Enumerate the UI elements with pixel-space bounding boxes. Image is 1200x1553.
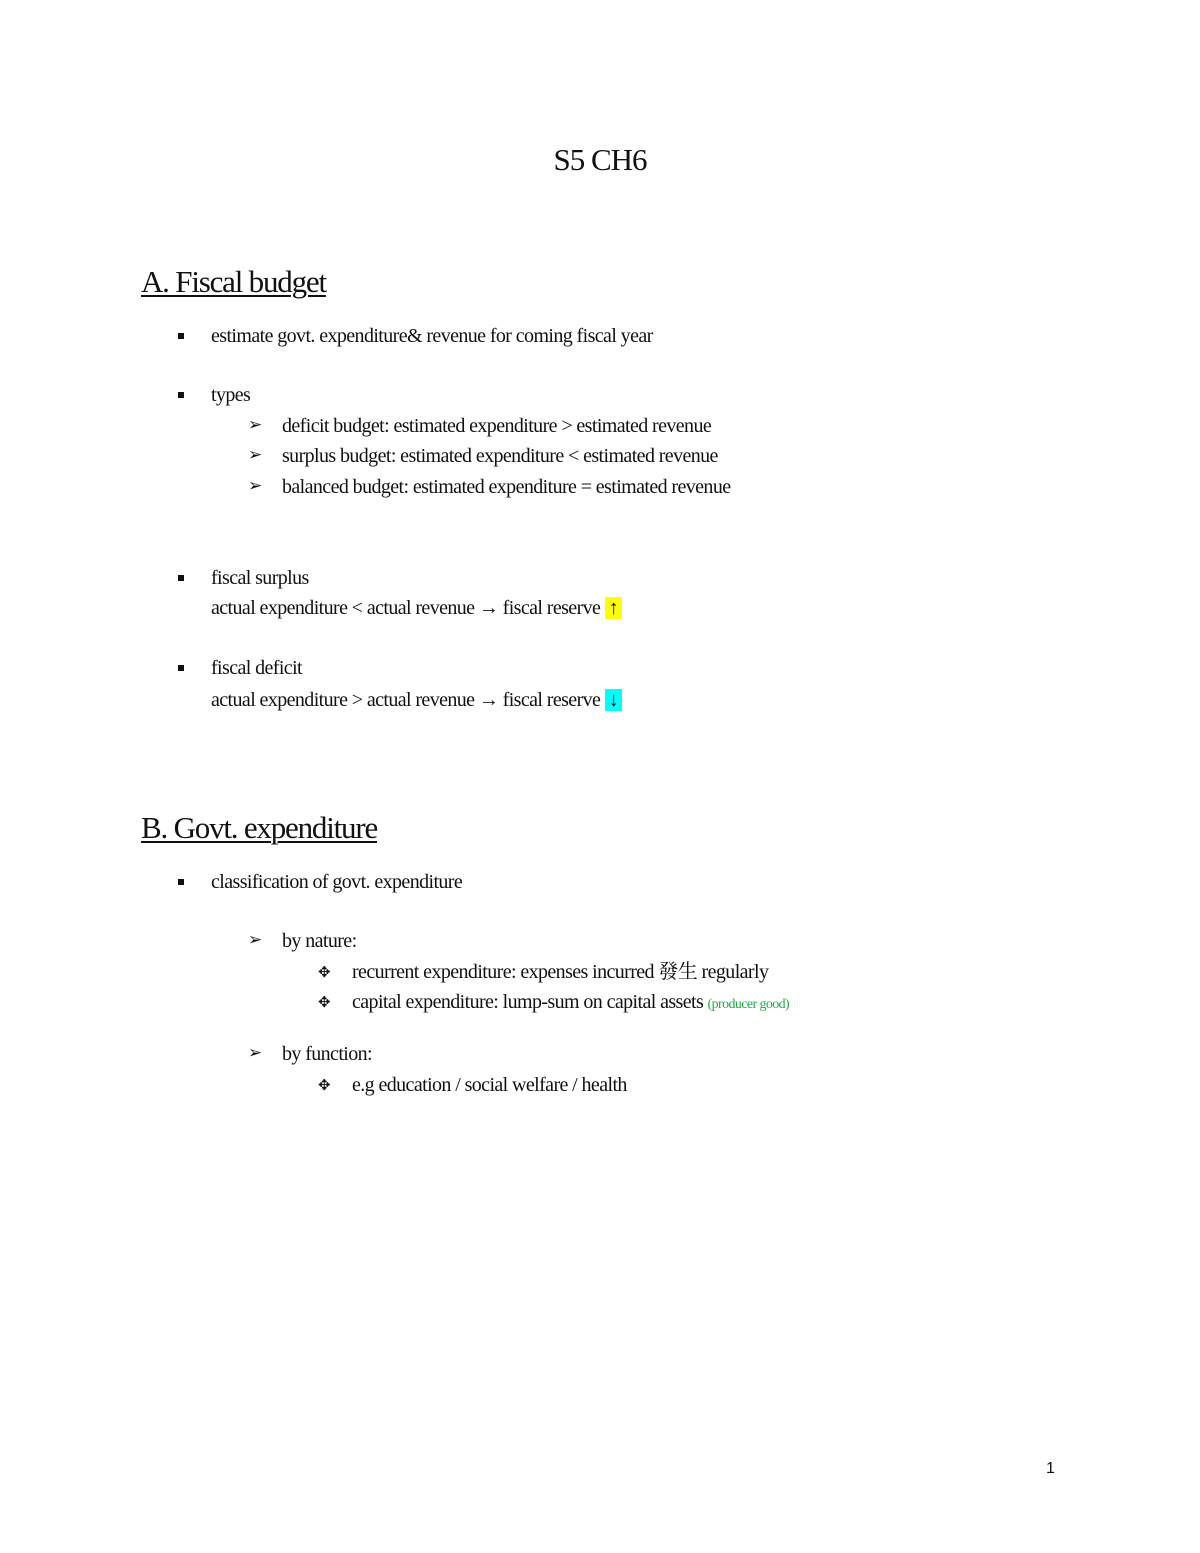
surplus-text: actual expenditure < actual revenue → fiscal reserve [211,597,601,619]
list-item: deficit budget: estimated expenditure > estimated revenue [282,415,712,437]
arrow-bullet-icon: ➢ [248,930,263,950]
list-item: surplus budget: estimated expenditure < estimated revenue [282,445,718,467]
page-title: S5 CH6 [553,142,647,177]
list-item [352,990,789,1017]
list-item: estimate govt. expenditure& revenue for coming fiscal year [211,325,653,347]
list-item: recurrent expenditure: expenses incurred 發生 regularly [352,961,769,983]
square-bullet-icon [178,392,184,398]
arrow-bullet-icon: ➢ [248,445,263,465]
diamond-bullet-icon: ✥ [318,963,331,981]
arrow-bullet-icon: ➢ [248,415,263,435]
list-item [211,688,622,712]
square-bullet-icon [178,575,184,581]
arrow-bullet-icon: ➢ [248,476,263,496]
capital-note: (producer good) [707,997,790,1012]
diamond-bullet-icon: ✥ [318,993,331,1011]
list-item: e.g education / social welfare / health [352,1074,627,1096]
arrow-bullet-icon: ➢ [248,1043,263,1063]
arrow-up-icon: ↑ [605,597,622,619]
list-item: fiscal deficit [211,657,302,679]
list-item: balanced budget: estimated expenditure = estimated revenue [282,476,731,498]
list-item: by function: [282,1043,373,1065]
square-bullet-icon [178,665,184,671]
capital-text: capital expenditure: lump-sum on capital assets [352,991,704,1013]
page-number: 1 [1046,1460,1055,1477]
list-item: classification of govt. expenditure [211,871,463,893]
section-a-heading: A. Fiscal budget [141,264,326,299]
square-bullet-icon [178,879,184,885]
deficit-text: actual expenditure > actual revenue → fiscal reserve [211,689,601,711]
arrow-down-icon: ↓ [605,689,622,711]
square-bullet-icon [178,333,184,339]
list-item [211,596,622,620]
list-item: by nature: [282,930,357,952]
list-item: fiscal surplus [211,567,309,589]
diamond-bullet-icon: ✥ [318,1076,331,1094]
list-item: types [211,384,251,406]
section-b-heading: B. Govt. expenditure [141,810,378,845]
